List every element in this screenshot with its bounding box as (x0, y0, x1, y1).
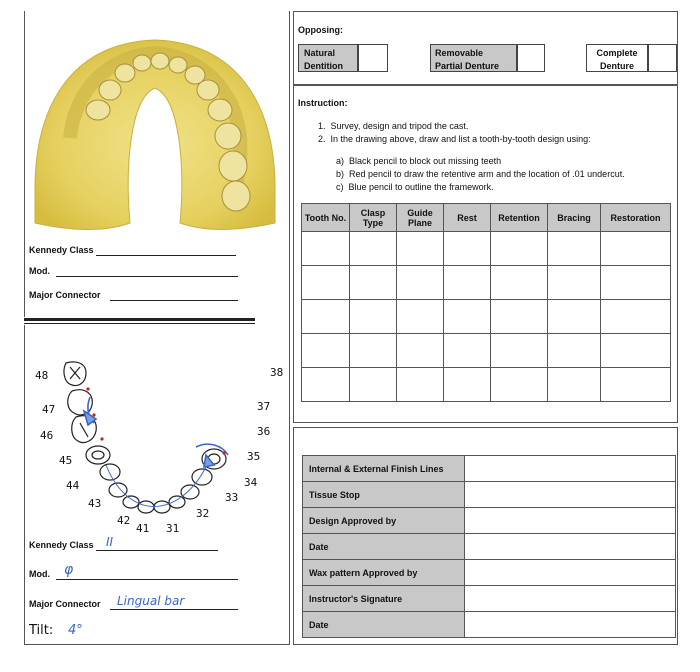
table-row (302, 334, 671, 368)
instruction-step-2: 2. In the drawing above, draw and list a tooth-by-tooth design using: (318, 134, 591, 144)
design-approved-field[interactable] (465, 508, 676, 534)
header-bracing: Bracing (548, 204, 601, 232)
tooth-32-drawing (169, 496, 185, 508)
tilt-value: 4° (68, 623, 83, 638)
approval-row-signature: Instructor's Signature (303, 586, 676, 612)
tilt-label: Tilt: (29, 623, 54, 638)
table-row (302, 232, 671, 266)
approval-row-finish-lines: Internal & External Finish Lines (303, 456, 676, 482)
table-row (302, 266, 671, 300)
tooth-number-48: 48 (35, 369, 49, 382)
date-field-1[interactable] (465, 534, 676, 560)
tooth-33-drawing (181, 485, 199, 499)
major-connector-label-2: Major Connector (29, 599, 101, 609)
tooth-number-31: 31 (166, 522, 180, 535)
major-connector-field[interactable] (110, 300, 238, 301)
header-retention: Retention (491, 204, 548, 232)
date-field-2[interactable] (465, 612, 676, 638)
table-row (302, 300, 671, 334)
mod-field[interactable] (56, 276, 238, 277)
mod-field-2[interactable] (56, 579, 238, 580)
instruction-step-1: 1. Survey, design and tripod the cast. (318, 121, 469, 131)
approval-row-design-approved: Design Approved by (303, 508, 676, 534)
instruction-substep-a: a) Black pencil to block out missing teeth (336, 156, 502, 166)
header-clasp-type: Clasp Type (350, 204, 397, 232)
tooth-44-drawing (100, 464, 120, 480)
tooth-chart-diagram (28, 355, 286, 540)
tooth-number-34: 34 (244, 476, 258, 489)
tooth-number-46: 46 (40, 429, 54, 442)
tooth-34-drawing (192, 469, 212, 485)
signature-field[interactable] (465, 586, 676, 612)
mod-label: Mod. (29, 266, 50, 276)
header-guide-plane: Guide Plane (397, 204, 444, 232)
instruction-substep-b: b) Red pencil to draw the retentive arm and the location of .01 undercut. (336, 169, 625, 179)
left-panel-left-border (24, 325, 25, 645)
approval-row-tissue-stop: Tissue Stop (303, 482, 676, 508)
dental-cast-image (30, 18, 280, 240)
header-rest: Rest (444, 204, 491, 232)
left-divider (24, 318, 255, 324)
major-connector-value: Lingual bar (117, 594, 185, 608)
complete-denture-checkbox[interactable] (648, 44, 677, 72)
left-panel-right-border (289, 11, 290, 645)
table-row (302, 368, 671, 402)
kennedy-class-label: Kennedy Class (29, 245, 94, 255)
tooth-number-38: 38 (270, 366, 284, 379)
instruction-substep-c: c) Blue pencil to outline the framework. (336, 182, 494, 192)
approval-row-date-1: Date (303, 534, 676, 560)
tooth-number-35: 35 (247, 450, 261, 463)
tooth-number-42: 42 (117, 514, 131, 527)
removable-partial-denture-label: Removable Partial Denture (430, 44, 517, 72)
approval-table (302, 455, 676, 638)
tooth-45-drawing (86, 446, 110, 464)
kennedy-class-field-2[interactable] (96, 550, 218, 551)
tooth-number-41: 41 (136, 522, 150, 535)
approval-row-wax-pattern: Wax pattern Approved by (303, 560, 676, 586)
tooth-number-43: 43 (88, 497, 102, 510)
complete-denture-label: Complete Denture (586, 44, 648, 72)
wax-pattern-field[interactable] (465, 560, 676, 586)
major-connector-drawing (106, 465, 206, 507)
tooth-number-47: 47 (42, 403, 56, 416)
left-panel-bottom-border (24, 644, 290, 645)
approval-row-date-2: Date (303, 612, 676, 638)
tooth-number-45: 45 (59, 454, 73, 467)
tooth-number-32: 32 (196, 507, 210, 520)
kennedy-class-label-2: Kennedy Class (29, 540, 94, 550)
mod-value: φ (64, 562, 74, 578)
kennedy-class-value: II (106, 535, 114, 549)
tooth-43-drawing (109, 483, 127, 497)
tooth-41-drawing (138, 501, 154, 513)
major-connector-field-2[interactable] (110, 609, 238, 610)
natural-dentition-checkbox[interactable] (358, 44, 388, 72)
opposing-title: Opposing: (298, 25, 343, 35)
tooth-number-37: 37 (257, 400, 271, 413)
tooth-number-36: 36 (257, 425, 271, 438)
major-connector-label: Major Connector (29, 290, 101, 300)
kennedy-class-field[interactable] (96, 255, 236, 256)
tissue-stop-field[interactable] (465, 482, 676, 508)
mod-label-2: Mod. (29, 569, 50, 579)
design-table-header (302, 204, 671, 232)
tooth-48-drawing (64, 362, 86, 386)
tooth-number-33: 33 (225, 491, 239, 504)
tooth-31-drawing (154, 501, 170, 513)
natural-dentition-label: Natural Dentition (298, 44, 358, 72)
finish-lines-field[interactable] (465, 456, 676, 482)
removable-partial-denture-checkbox[interactable] (517, 44, 545, 72)
design-table (301, 203, 671, 402)
header-tooth-no: Tooth No. (302, 204, 350, 232)
instruction-title: Instruction: (298, 98, 348, 108)
header-restoration: Restoration (601, 204, 671, 232)
tooth-number-44: 44 (66, 479, 80, 492)
